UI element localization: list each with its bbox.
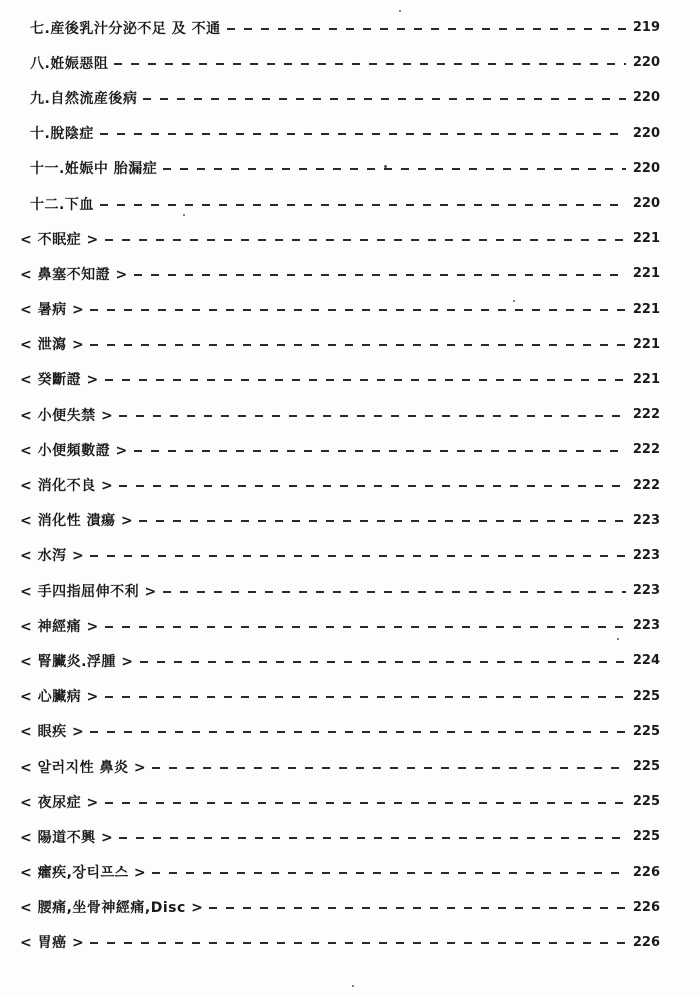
toc-entry-page: 224 xyxy=(632,653,660,669)
scan-speck xyxy=(513,300,515,302)
toc-entry-title: < 陽道不興 > xyxy=(20,829,114,846)
dash-leader xyxy=(143,98,626,100)
toc-entry-title: < 癨疾,장티프스 > xyxy=(20,865,147,882)
toc-entry-page: 223 xyxy=(632,512,660,528)
toc-entry-page: 219 xyxy=(632,20,660,36)
toc-entry-page: 226 xyxy=(632,864,660,880)
toc-entry-page: 225 xyxy=(632,794,660,810)
toc-entry-page: 225 xyxy=(632,723,660,739)
toc-entry-page: 220 xyxy=(632,90,660,106)
toc-entry-page: 225 xyxy=(632,829,660,845)
dash-leader xyxy=(134,274,626,276)
toc-entry-page: 220 xyxy=(632,196,660,212)
toc-entry-title: < 鼻塞不知證 > xyxy=(20,266,128,283)
toc-entry-page: 226 xyxy=(632,934,660,950)
dash-leader xyxy=(105,239,626,241)
dash-leader xyxy=(227,28,626,30)
toc-entry xyxy=(20,186,660,221)
toc-entry-title: < 消化不良 > xyxy=(20,478,114,495)
toc-entry-title: < 小便失禁 > xyxy=(20,407,114,424)
dash-leader xyxy=(209,907,626,909)
toc-entry xyxy=(20,362,660,397)
toc-entry xyxy=(20,292,660,327)
dash-leader xyxy=(105,626,626,628)
toc-entry-title: < 腎臟炎.浮腫 > xyxy=(20,653,134,670)
dash-leader xyxy=(119,837,626,839)
toc-entry-title: < 癸斷證 > xyxy=(20,372,99,389)
dash-leader xyxy=(119,415,626,417)
toc-entry xyxy=(20,819,660,854)
toc-entry-title: < 暑病 > xyxy=(20,302,85,319)
toc-entry xyxy=(20,327,660,362)
scan-speck xyxy=(384,165,387,168)
dash-leader xyxy=(119,485,626,487)
toc-entry xyxy=(20,855,660,890)
toc-entry-page: 221 xyxy=(632,301,660,317)
toc-entry xyxy=(20,467,660,502)
toc-entry-title: < 알러지性 鼻炎 > xyxy=(20,759,147,776)
dash-leader xyxy=(114,63,626,65)
toc-entry-title: 八.姙娠惡阻 xyxy=(30,55,109,72)
toc-entry-title: < 胃癌 > xyxy=(20,935,85,952)
toc-entry-page: 222 xyxy=(632,407,660,423)
toc-entry xyxy=(20,714,660,749)
toc-entry-page: 221 xyxy=(632,266,660,282)
dash-leader xyxy=(105,696,626,698)
dash-leader xyxy=(90,942,626,944)
toc-entry xyxy=(20,784,660,819)
toc-entry-title: < 小便頻數證 > xyxy=(20,442,128,459)
toc-entry xyxy=(20,116,660,151)
toc-entry xyxy=(20,679,660,714)
toc-entry-page: 220 xyxy=(632,55,660,71)
toc-entry xyxy=(20,890,660,925)
toc-entry-title: 十.脫陰症 xyxy=(30,126,94,143)
dash-leader xyxy=(152,767,626,769)
dash-leader xyxy=(163,168,626,170)
toc-entry xyxy=(20,643,660,678)
dash-leader xyxy=(152,872,626,874)
toc-entry xyxy=(20,608,660,643)
toc-entry-page: 225 xyxy=(632,759,660,775)
toc-entry-title: < 水泻 > xyxy=(20,548,85,565)
toc-entry-title: 十一.姙娠中 胎漏症 xyxy=(30,161,158,178)
toc-entry xyxy=(20,256,660,291)
toc-entry xyxy=(20,925,660,960)
toc-entry xyxy=(20,749,660,784)
dash-leader xyxy=(90,731,626,733)
toc-entry-title: < 消化性 潰瘍 > xyxy=(20,513,134,530)
dash-leader xyxy=(105,802,626,804)
toc-entry-title: < 不眠症 > xyxy=(20,231,99,248)
toc-entry-page: 221 xyxy=(632,371,660,387)
toc-entry-title: < 夜尿症 > xyxy=(20,794,99,811)
toc-entry xyxy=(20,10,660,45)
toc-entry-page: 222 xyxy=(632,477,660,493)
toc-entry-title: < 心臟病 > xyxy=(20,689,99,706)
toc-entry-page: 222 xyxy=(632,442,660,458)
toc-entry-title: 九.自然流産後病 xyxy=(30,90,138,107)
toc-entry xyxy=(20,151,660,186)
dash-leader xyxy=(90,555,626,557)
dash-leader xyxy=(90,309,626,311)
toc-entry xyxy=(20,80,660,115)
table-of-contents xyxy=(20,10,660,960)
dash-leader xyxy=(100,133,626,135)
toc-entry xyxy=(20,538,660,573)
toc-entry xyxy=(20,503,660,538)
dash-leader xyxy=(90,344,626,346)
dash-leader xyxy=(105,379,626,381)
toc-entry-page: 221 xyxy=(632,336,660,352)
toc-entry xyxy=(20,45,660,80)
scan-speck xyxy=(183,214,185,216)
dash-leader xyxy=(163,591,626,593)
toc-entry-page: 223 xyxy=(632,547,660,563)
scan-speck xyxy=(399,10,401,12)
toc-entry-page: 225 xyxy=(632,688,660,704)
scan-speck xyxy=(617,638,619,640)
toc-entry-page: 223 xyxy=(632,618,660,634)
dash-leader xyxy=(100,204,626,206)
scan-speck xyxy=(352,985,354,987)
toc-entry-page: 221 xyxy=(632,231,660,247)
toc-entry-title: < 手四指屈伸不利 > xyxy=(20,583,157,600)
dash-leader xyxy=(134,450,626,452)
toc-entry-page: 226 xyxy=(632,899,660,915)
toc-entry-title: < 腰痛,坐骨神經痛,Disc > xyxy=(20,900,204,917)
toc-entry xyxy=(20,432,660,467)
toc-entry-title: < 神經痛 > xyxy=(20,618,99,635)
toc-entry xyxy=(20,221,660,256)
toc-entry xyxy=(20,573,660,608)
toc-entry-page: 220 xyxy=(632,160,660,176)
dash-leader xyxy=(140,661,626,663)
toc-entry xyxy=(20,397,660,432)
toc-entry-title: 十二.下血 xyxy=(30,196,94,213)
toc-entry-title: 七.産後乳汁分泌不足 及 不通 xyxy=(30,20,221,37)
toc-entry-page: 220 xyxy=(632,125,660,141)
dash-leader xyxy=(139,520,626,522)
toc-entry-title: < 泄瀉 > xyxy=(20,337,85,354)
toc-entry-title: < 眼疾 > xyxy=(20,724,85,741)
toc-entry-page: 223 xyxy=(632,583,660,599)
